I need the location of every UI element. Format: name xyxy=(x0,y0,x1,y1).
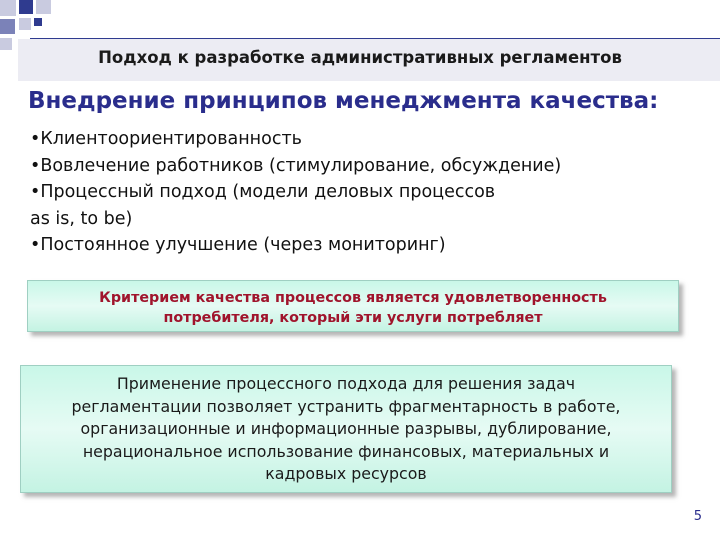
process-line: нерациональное использование финансовых, материальных и xyxy=(82,441,610,461)
process-line: организационные и информационные разрывы, дублирование, xyxy=(80,419,612,439)
corner-square xyxy=(0,19,15,34)
criterion-callout xyxy=(27,280,679,332)
criterion-line: потребителя, который эти услуги потребляет xyxy=(163,310,543,326)
principles-list xyxy=(30,126,561,259)
process-line: Применение процессного подхода для решения задач xyxy=(116,374,576,393)
section-heading: Внедрение принципов менеджмента качества: xyxy=(28,88,659,114)
list-item: •Постоянное улучшение (через мониторинг) xyxy=(30,235,446,255)
corner-square xyxy=(19,18,31,30)
corner-square xyxy=(19,0,33,14)
corner-square xyxy=(0,0,16,16)
criterion-text xyxy=(28,288,678,328)
process-approach-text xyxy=(21,373,671,486)
corner-square xyxy=(36,0,51,14)
list-item: •Клиентоориентированность xyxy=(30,129,302,149)
list-item-continuation: as is, to be) xyxy=(30,208,133,229)
list-item: •Вовлечение работников (стимулирование, обсуждение) xyxy=(30,155,562,176)
process-line: регламентации позволяет устранить фрагментарность в работе, xyxy=(71,396,621,416)
corner-square xyxy=(34,18,42,26)
process-approach-callout xyxy=(20,365,672,493)
slide-title: Подход к разработке административных регламентов xyxy=(98,48,622,67)
process-line: кадровых ресурсов xyxy=(265,464,427,484)
page-number: 5 xyxy=(693,509,702,524)
criterion-line: Критерием качества процессов является удовлетворенность xyxy=(99,290,607,306)
list-item: •Процессный подход (модели деловых процессов xyxy=(30,182,496,202)
